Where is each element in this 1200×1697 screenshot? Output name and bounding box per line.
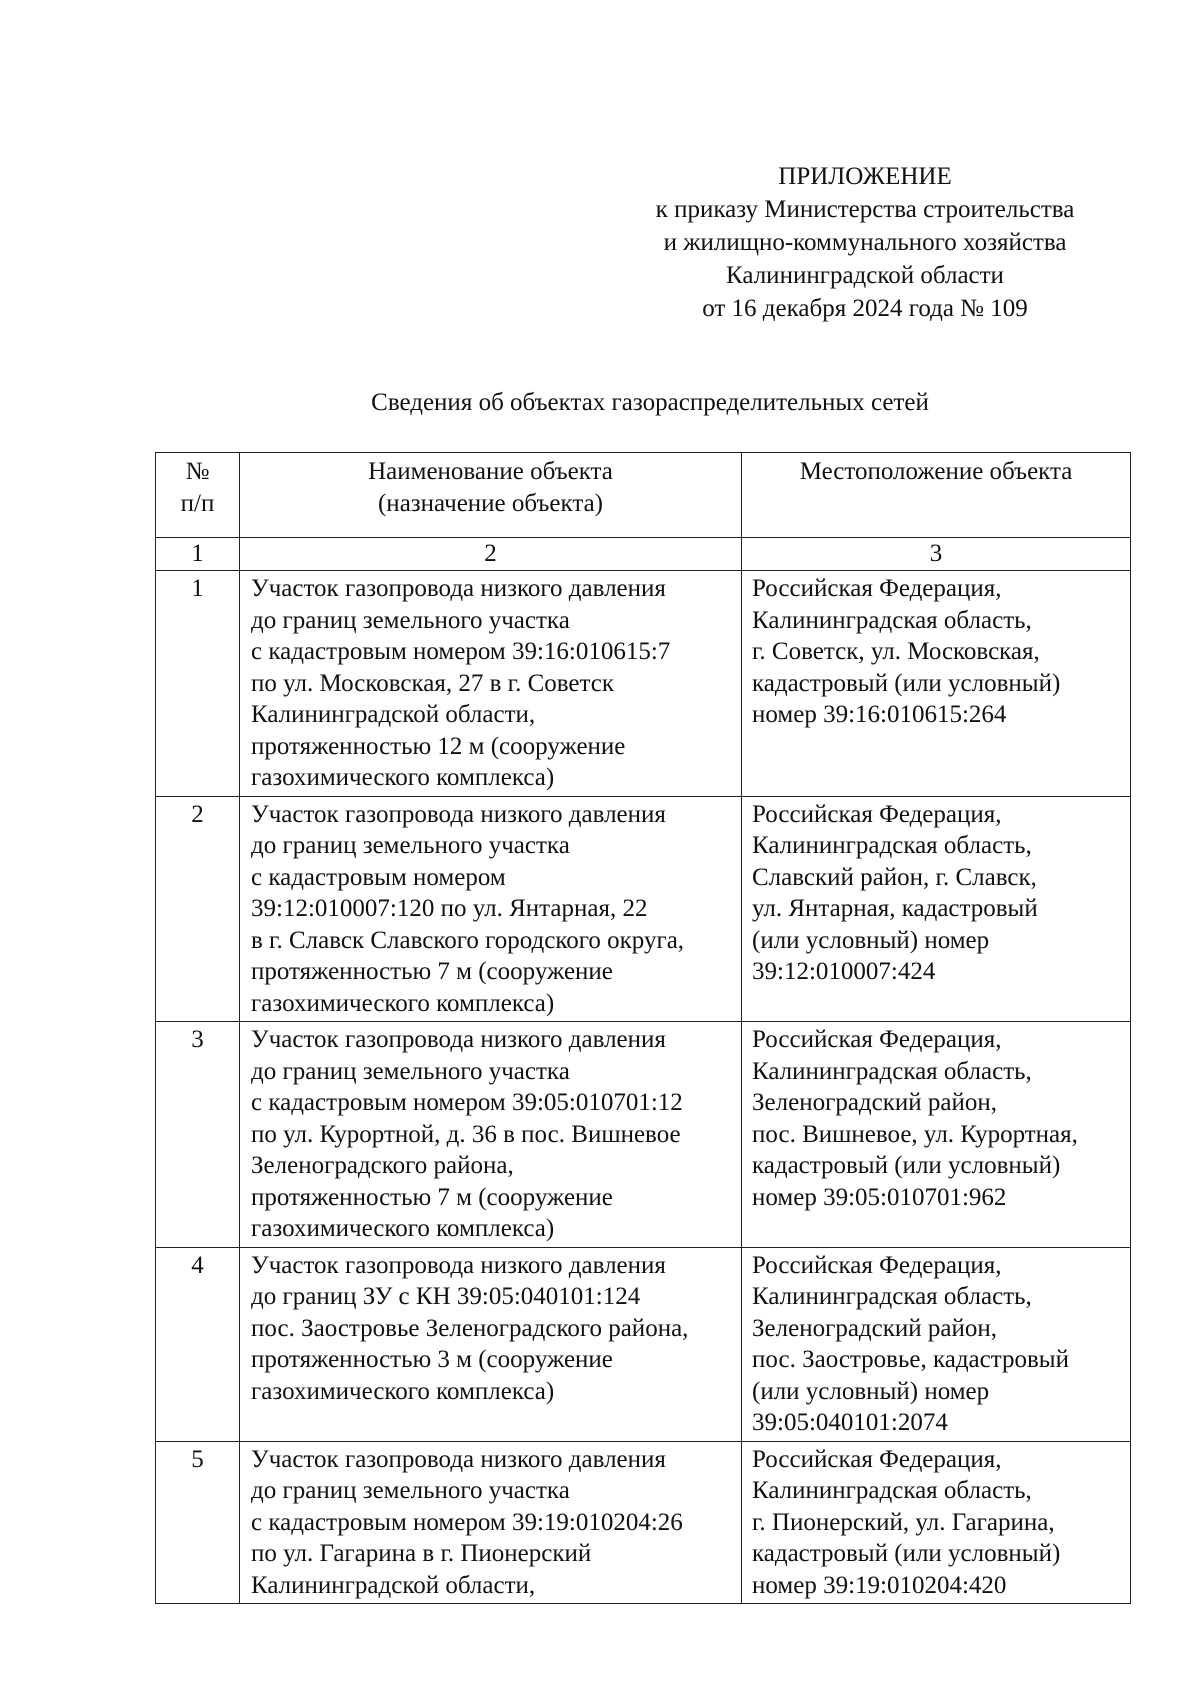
- column-number-3: 3: [742, 538, 1131, 571]
- column-number-2: 2: [240, 538, 742, 571]
- object-location-line: Российская Федерация,: [752, 1026, 1002, 1053]
- object-location-line: г. Советск, ул. Московская,: [752, 638, 1040, 665]
- object-name-line: газохимического комплекса): [251, 1377, 555, 1405]
- object-name: [240, 796, 742, 1022]
- appendix-header: [600, 160, 1130, 325]
- column-number-1: 1: [156, 538, 240, 571]
- object-name-line: протяженностью 12 м (сооружение: [251, 732, 626, 760]
- object-location-line: Калининградская область,: [752, 1283, 1032, 1310]
- appendix-date-number: от 16 декабря 2024 года № 109: [702, 295, 1028, 322]
- object-location-line: номер 39:19:010204:420: [752, 1571, 1007, 1599]
- object-name-line: до границ земельного участка: [251, 606, 570, 634]
- object-name-line: Калининградской области,: [251, 1571, 536, 1599]
- object-location-line: ул. Янтарная, кадастровый: [752, 895, 1038, 922]
- object-name-line: с кадастровым номером 39:19:010204:26: [251, 1508, 683, 1536]
- object-location-line: г. Пионерский, ул. Гагарина,: [752, 1508, 1055, 1536]
- object-location-line: Российская Федерация,: [752, 1251, 1002, 1279]
- object-name-line: до границ ЗУ с КН 39:05:040101:124: [251, 1283, 641, 1310]
- row-number: 2: [156, 796, 240, 1022]
- object-name-line: Участок газопровода низкого давления: [251, 800, 666, 828]
- header-name-line2: (назначение объекта): [377, 489, 603, 517]
- object-name-line: Участок газопровода низкого давления: [251, 575, 666, 602]
- object-name-line: Участок газопровода низкого давления: [251, 1026, 666, 1053]
- header-name: [240, 453, 742, 538]
- object-name-line: протяженностью 7 м (сооружение: [251, 1183, 613, 1211]
- appendix-region: Калининградской области: [726, 262, 1004, 289]
- object-name-line: Калининградской области,: [251, 701, 536, 728]
- object-name: [240, 1247, 742, 1441]
- object-name-line: протяженностью 7 м (сооружение: [251, 958, 613, 985]
- header-num-abbr: п/п: [180, 489, 215, 517]
- object-location-line: Калининградская область,: [752, 832, 1032, 859]
- object-location: [742, 796, 1131, 1022]
- object-name-line: по ул. Московская, 27 в г. Советск: [251, 669, 614, 697]
- table-row: [156, 1441, 1131, 1604]
- object-location-line: Славский район, г. Славск,: [752, 863, 1037, 891]
- object-location-line: Калининградская область,: [752, 1477, 1032, 1504]
- table-row: [156, 1022, 1131, 1248]
- object-location-line: пос. Вишневое, ул. Курортная,: [752, 1120, 1078, 1148]
- object-location-line: (или условный) номер: [752, 926, 990, 954]
- object-location-line: (или условный) номер: [752, 1377, 990, 1405]
- object-name-line: по ул. Курортной, д. 36 в пос. Вишневое: [251, 1120, 681, 1148]
- object-location: [742, 1441, 1131, 1604]
- object-name-line: 39:12:010007:120 по ул. Янтарная, 22: [251, 895, 648, 922]
- object-location: [742, 571, 1131, 797]
- object-name-line: до границ земельного участка: [251, 832, 570, 859]
- object-location-line: кадастровый (или условный): [752, 1540, 1061, 1567]
- object-name-line: с кадастровым номером 39:05:010701:12: [251, 1089, 683, 1116]
- object-location-line: номер 39:05:010701:962: [752, 1183, 1007, 1211]
- object-name-line: с кадастровым номером 39:16:010615:7: [251, 638, 671, 665]
- header-location: [742, 453, 1131, 538]
- row-number: 1: [156, 571, 240, 797]
- object-name-line: газохимического комплекса): [251, 1215, 555, 1242]
- object-location-line: Российская Федерация,: [752, 1445, 1002, 1473]
- header-num: [156, 453, 240, 538]
- appendix-ministry: и жилищно-коммунального хозяйства: [663, 229, 1067, 256]
- table-row: [156, 796, 1131, 1022]
- object-location: [742, 1022, 1131, 1248]
- object-location-line: 39:12:010007:424: [752, 958, 936, 985]
- object-name-line: до границ земельного участка: [251, 1057, 570, 1085]
- object-name-line: пос. Заостровье Зеленоградского района,: [251, 1314, 689, 1342]
- document-title: Сведения об объектах газораспределительных сетей: [371, 389, 929, 416]
- row-number: 4: [156, 1247, 240, 1441]
- appendix-order-ref: к приказу Министерства строительства: [655, 196, 1075, 223]
- object-name-line: Участок газопровода низкого давления: [251, 1251, 666, 1279]
- object-name-line: по ул. Гагарина в г. Пионерский: [251, 1540, 592, 1567]
- object-location-line: Зеленоградский район,: [752, 1089, 997, 1116]
- object-name: [240, 1441, 742, 1604]
- object-location-line: кадастровый (или условный): [752, 1152, 1061, 1179]
- object-location-line: пос. Заостровье, кадастровый: [752, 1346, 1069, 1373]
- object-location: [742, 1247, 1131, 1441]
- row-number: 5: [156, 1441, 240, 1604]
- object-location-line: Российская Федерация,: [752, 800, 1002, 828]
- table-row: [156, 571, 1131, 797]
- row-number: 3: [156, 1022, 240, 1248]
- object-location-line: Российская Федерация,: [752, 575, 1002, 602]
- column-number-row: [156, 538, 1131, 571]
- object-location-line: номер 39:16:010615:264: [752, 701, 1007, 728]
- header-name-line1: Наименование объекта: [368, 458, 613, 485]
- object-name-line: протяженностью 3 м (сооружение: [251, 1346, 613, 1373]
- object-name-line: до границ земельного участка: [251, 1477, 570, 1504]
- appendix-title: ПРИЛОЖЕНИЕ: [778, 163, 952, 190]
- table-header-row: [156, 453, 1131, 538]
- objects-table: [155, 452, 1131, 1604]
- object-location-line: Калининградская область,: [752, 606, 1032, 634]
- object-location-line: Зеленоградский район,: [752, 1314, 997, 1342]
- header-num-symbol: №: [185, 458, 210, 485]
- object-name-line: в г. Славск Славского городского округа,: [251, 926, 685, 954]
- object-name-line: Участок газопровода низкого давления: [251, 1445, 666, 1473]
- table-row: [156, 1247, 1131, 1441]
- object-name: [240, 1022, 742, 1248]
- object-location-line: кадастровый (или условный): [752, 669, 1061, 697]
- object-name: [240, 571, 742, 797]
- object-location-line: Калининградская область,: [752, 1057, 1032, 1085]
- object-name-line: Зеленоградского района,: [251, 1152, 514, 1179]
- object-name-line: газохимического комплекса): [251, 764, 555, 791]
- header-location-text: Местоположение объекта: [799, 458, 1073, 485]
- object-location-line: 39:05:040101:2074: [752, 1409, 948, 1436]
- object-name-line: с кадастровым номером: [251, 863, 506, 891]
- object-name-line: газохимического комплекса): [251, 989, 555, 1017]
